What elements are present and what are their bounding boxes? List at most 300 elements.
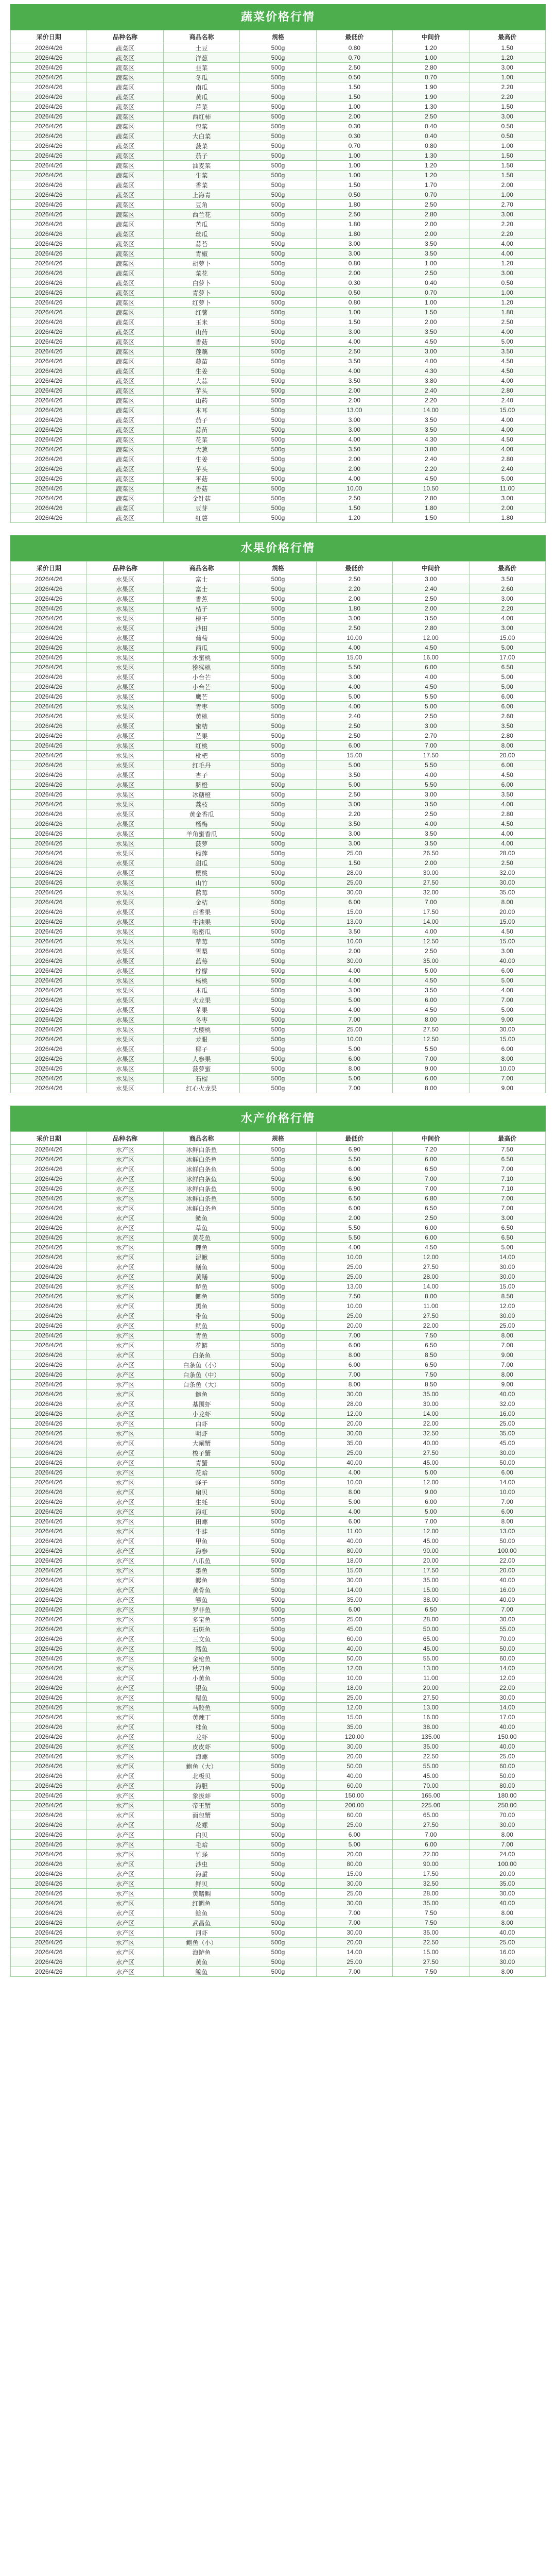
table-cell: 生姜 bbox=[163, 366, 239, 376]
table-cell: 6.00 bbox=[393, 1840, 469, 1850]
table-cell: 8.00 bbox=[469, 1967, 545, 1977]
table-row bbox=[11, 249, 546, 259]
table-cell: 500g bbox=[240, 927, 316, 937]
table-cell: 面包蟹 bbox=[163, 1810, 239, 1820]
table-cell: 猕猴桃 bbox=[163, 663, 239, 672]
table-cell: 14.00 bbox=[316, 1585, 392, 1595]
table-cell: 1.00 bbox=[393, 259, 469, 268]
table-cell: 70.00 bbox=[469, 1634, 545, 1644]
table-cell: 500g bbox=[240, 308, 316, 317]
table-cell: 冰鲜白条鱼 bbox=[163, 1194, 239, 1204]
table-cell: 500g bbox=[240, 1850, 316, 1859]
table-cell: 7.00 bbox=[469, 1341, 545, 1350]
table-cell: 2026/4/26 bbox=[11, 966, 87, 976]
table-cell: 6.00 bbox=[316, 1164, 392, 1174]
table-cell: 500g bbox=[240, 1771, 316, 1781]
table-cell: 500g bbox=[240, 210, 316, 219]
table-row bbox=[11, 1155, 546, 1164]
table-cell: 40.00 bbox=[316, 1458, 392, 1468]
table-cell: 大樱桃 bbox=[163, 1025, 239, 1035]
table-cell: 16.00 bbox=[469, 1947, 545, 1957]
table-cell: 500g bbox=[240, 1331, 316, 1341]
price-table bbox=[10, 1131, 546, 1977]
table-cell: 1.30 bbox=[393, 102, 469, 112]
table-cell: 150.00 bbox=[316, 1791, 392, 1801]
table-cell: 7.00 bbox=[469, 1497, 545, 1507]
table-cell: 黄辣丁 bbox=[163, 1713, 239, 1722]
table-cell: 2026/4/26 bbox=[11, 1204, 87, 1213]
table-cell: 2.60 bbox=[469, 584, 545, 594]
table-cell: 500g bbox=[240, 219, 316, 229]
table-cell: 500g bbox=[240, 1713, 316, 1722]
table-cell: 500g bbox=[240, 1360, 316, 1370]
table-cell: 35.00 bbox=[393, 1928, 469, 1938]
table-row bbox=[11, 653, 546, 663]
table-cell: 6.00 bbox=[393, 1223, 469, 1233]
table-cell: 500g bbox=[240, 464, 316, 474]
table-cell: 7.00 bbox=[469, 1194, 545, 1204]
table-cell: 15.00 bbox=[316, 1566, 392, 1575]
table-cell: 15.00 bbox=[393, 1947, 469, 1957]
table-cell: 葡萄 bbox=[163, 633, 239, 643]
table-row bbox=[11, 839, 546, 849]
table-cell: 水果区 bbox=[87, 966, 163, 976]
table-cell: 35.00 bbox=[469, 1429, 545, 1438]
table-cell: 蔬菜区 bbox=[87, 259, 163, 268]
table-cell: 小黄鱼 bbox=[163, 1673, 239, 1683]
table-cell: 10.00 bbox=[316, 1673, 392, 1683]
table-cell: 0.70 bbox=[316, 141, 392, 151]
table-cell: 500g bbox=[240, 1820, 316, 1830]
table-cell: 8.00 bbox=[469, 1370, 545, 1380]
table-row bbox=[11, 1683, 546, 1693]
table-cell: 1.00 bbox=[393, 53, 469, 63]
table-cell: 55.00 bbox=[393, 1654, 469, 1664]
table-cell: 2026/4/26 bbox=[11, 663, 87, 672]
table-cell: 2026/4/26 bbox=[11, 839, 87, 849]
column-header: 最低价 bbox=[316, 562, 392, 574]
table-cell: 2.50 bbox=[316, 731, 392, 741]
table-cell: 22.00 bbox=[393, 1419, 469, 1429]
table-cell: 1.00 bbox=[469, 141, 545, 151]
table-cell: 冰鲜白条鱼 bbox=[163, 1184, 239, 1194]
table-cell: 17.00 bbox=[469, 1713, 545, 1722]
table-cell: 2026/4/26 bbox=[11, 1184, 87, 1194]
table-row bbox=[11, 1850, 546, 1859]
table-cell: 蔬菜区 bbox=[87, 494, 163, 503]
table-cell: 2026/4/26 bbox=[11, 53, 87, 63]
table-cell: 5.00 bbox=[316, 780, 392, 790]
table-cell: 2026/4/26 bbox=[11, 327, 87, 337]
table-cell: 2026/4/26 bbox=[11, 594, 87, 604]
table-cell: 水产区 bbox=[87, 1370, 163, 1380]
table-cell: 5.00 bbox=[469, 474, 545, 484]
table-cell: 梭子蟹 bbox=[163, 1448, 239, 1458]
table-cell: 17.00 bbox=[469, 653, 545, 663]
table-cell: 田螺 bbox=[163, 1517, 239, 1527]
table-cell: 水产区 bbox=[87, 1810, 163, 1820]
table-cell: 6.00 bbox=[316, 1341, 392, 1350]
table-cell: 2026/4/26 bbox=[11, 1380, 87, 1389]
table-cell: 500g bbox=[240, 357, 316, 366]
table-cell: 500g bbox=[240, 1546, 316, 1556]
table-cell: 2026/4/26 bbox=[11, 445, 87, 454]
table-cell: 2.80 bbox=[393, 494, 469, 503]
table-cell: 水产区 bbox=[87, 1938, 163, 1947]
table-cell: 500g bbox=[240, 741, 316, 751]
table-cell: 水果区 bbox=[87, 1025, 163, 1035]
table-cell: 水产区 bbox=[87, 1429, 163, 1438]
table-cell: 10.00 bbox=[316, 1035, 392, 1044]
table-row bbox=[11, 692, 546, 702]
table-row bbox=[11, 682, 546, 692]
table-cell: 500g bbox=[240, 1341, 316, 1350]
table-cell: 2026/4/26 bbox=[11, 1859, 87, 1869]
table-cell: 22.00 bbox=[469, 1556, 545, 1566]
table-cell: 500g bbox=[240, 1722, 316, 1732]
table-cell: 红萝卜 bbox=[163, 298, 239, 308]
table-cell: 蔬菜区 bbox=[87, 503, 163, 513]
table-cell: 500g bbox=[240, 239, 316, 249]
table-cell: 6.00 bbox=[316, 1054, 392, 1064]
table-row bbox=[11, 1035, 546, 1044]
table-cell: 3.00 bbox=[393, 721, 469, 731]
table-cell: 500g bbox=[240, 122, 316, 131]
table-cell: 500g bbox=[240, 1810, 316, 1820]
table-row bbox=[11, 1781, 546, 1791]
table-cell: 黄鳍鲷 bbox=[163, 1889, 239, 1899]
table-cell: 人参果 bbox=[163, 1054, 239, 1064]
table-cell: 水产区 bbox=[87, 1908, 163, 1918]
table-cell: 水产区 bbox=[87, 1889, 163, 1899]
table-cell: 2.50 bbox=[316, 494, 392, 503]
table-cell: 2.80 bbox=[393, 63, 469, 73]
table-row bbox=[11, 1350, 546, 1360]
table-cell: 2026/4/26 bbox=[11, 1840, 87, 1850]
table-cell: 6.50 bbox=[393, 1164, 469, 1174]
table-cell: 1.00 bbox=[469, 288, 545, 298]
table-cell: 27.50 bbox=[393, 878, 469, 888]
table-cell: 水产区 bbox=[87, 1703, 163, 1713]
table-cell: 金桔 bbox=[163, 897, 239, 907]
table-cell: 蔬菜区 bbox=[87, 141, 163, 151]
table-cell: 水产区 bbox=[87, 1194, 163, 1204]
table-cell: 2026/4/26 bbox=[11, 731, 87, 741]
table-cell: 1.00 bbox=[316, 161, 392, 171]
table-cell: 蜜桔 bbox=[163, 721, 239, 731]
table-cell: 150.00 bbox=[469, 1732, 545, 1742]
table-cell: 蔬菜区 bbox=[87, 484, 163, 494]
table-cell: 2026/4/26 bbox=[11, 454, 87, 464]
table-cell: 2.00 bbox=[316, 396, 392, 405]
table-cell: 2026/4/26 bbox=[11, 229, 87, 239]
table-cell: 0.50 bbox=[316, 288, 392, 298]
table-cell: 2026/4/26 bbox=[11, 819, 87, 829]
table-cell: 6.80 bbox=[393, 1194, 469, 1204]
table-row bbox=[11, 584, 546, 594]
table-cell: 2026/4/26 bbox=[11, 1595, 87, 1605]
table-cell: 2026/4/26 bbox=[11, 151, 87, 161]
table-cell: 25.00 bbox=[316, 1448, 392, 1458]
section-title: 蔬菜价格行情 bbox=[10, 4, 546, 30]
table-cell: 500g bbox=[240, 347, 316, 357]
table-cell: 12.00 bbox=[393, 633, 469, 643]
table-cell: 6.90 bbox=[316, 1174, 392, 1184]
table-cell: 500g bbox=[240, 1957, 316, 1967]
table-cell: 5.50 bbox=[316, 1155, 392, 1164]
table-cell: 500g bbox=[240, 278, 316, 288]
table-cell: 10.50 bbox=[393, 484, 469, 494]
table-cell: 2026/4/26 bbox=[11, 780, 87, 790]
table-cell: 水产区 bbox=[87, 1419, 163, 1429]
table-cell: 2026/4/26 bbox=[11, 986, 87, 995]
table-cell: 豆芽 bbox=[163, 503, 239, 513]
table-cell: 500g bbox=[240, 594, 316, 604]
table-cell: 3.00 bbox=[469, 63, 545, 73]
table-cell: 3.50 bbox=[316, 445, 392, 454]
table-cell: 12.00 bbox=[393, 1478, 469, 1487]
table-cell: 鲍鱼（大） bbox=[163, 1761, 239, 1771]
table-cell: 500g bbox=[240, 1054, 316, 1064]
table-cell: 35.00 bbox=[316, 1438, 392, 1448]
table-cell: 金枪鱼 bbox=[163, 1654, 239, 1664]
table-cell: 2026/4/26 bbox=[11, 1145, 87, 1155]
table-cell: 2026/4/26 bbox=[11, 770, 87, 780]
table-cell: 500g bbox=[240, 298, 316, 308]
table-cell: 蔬菜区 bbox=[87, 445, 163, 454]
table-cell: 2.00 bbox=[393, 858, 469, 868]
table-cell: 蔬菜区 bbox=[87, 200, 163, 210]
table-cell: 6.00 bbox=[469, 966, 545, 976]
table-cell: 2026/4/26 bbox=[11, 1438, 87, 1448]
table-cell: 鲳鱼 bbox=[163, 1693, 239, 1703]
table-cell: 500g bbox=[240, 1801, 316, 1810]
table-cell: 洋葱 bbox=[163, 53, 239, 63]
table-cell: 红毛丹 bbox=[163, 760, 239, 770]
table-cell: 秋刀鱼 bbox=[163, 1664, 239, 1673]
table-cell: 2026/4/26 bbox=[11, 1752, 87, 1761]
table-cell: 35.00 bbox=[393, 1575, 469, 1585]
table-cell: 水果区 bbox=[87, 849, 163, 858]
table-cell: 6.50 bbox=[393, 1341, 469, 1350]
table-cell: 6.00 bbox=[393, 1074, 469, 1083]
table-row bbox=[11, 210, 546, 219]
table-cell: 蔬菜区 bbox=[87, 366, 163, 376]
table-row bbox=[11, 1438, 546, 1448]
table-cell: 0.50 bbox=[469, 122, 545, 131]
table-row bbox=[11, 888, 546, 897]
table-cell: 武昌鱼 bbox=[163, 1918, 239, 1928]
table-cell: 20.00 bbox=[393, 1683, 469, 1693]
table-cell: 500g bbox=[240, 1035, 316, 1044]
table-cell: 9.00 bbox=[393, 1487, 469, 1497]
table-cell: 鳕鱼 bbox=[163, 1644, 239, 1654]
table-row bbox=[11, 1478, 546, 1487]
table-cell: 2026/4/26 bbox=[11, 946, 87, 956]
table-cell: 6.50 bbox=[393, 1360, 469, 1370]
table-cell: 2026/4/26 bbox=[11, 1810, 87, 1820]
table-cell: 水果区 bbox=[87, 594, 163, 604]
table-cell: 500g bbox=[240, 1634, 316, 1644]
table-cell: 2.40 bbox=[393, 454, 469, 464]
table-cell: 2026/4/26 bbox=[11, 1507, 87, 1517]
table-cell: 水产区 bbox=[87, 1850, 163, 1859]
table-cell: 2.20 bbox=[469, 604, 545, 614]
table-cell: 500g bbox=[240, 809, 316, 819]
table-cell: 水产区 bbox=[87, 1233, 163, 1243]
table-cell: 20.00 bbox=[316, 1752, 392, 1761]
table-row bbox=[11, 672, 546, 682]
table-cell: 500g bbox=[240, 1840, 316, 1850]
table-cell: 5.00 bbox=[469, 672, 545, 682]
table-cell: 45.00 bbox=[393, 1458, 469, 1468]
table-cell: 4.00 bbox=[316, 682, 392, 692]
table-cell: 500g bbox=[240, 682, 316, 692]
table-cell: 4.00 bbox=[469, 986, 545, 995]
price-section bbox=[10, 1106, 546, 1977]
table-cell: 2.20 bbox=[469, 82, 545, 92]
table-cell: 香菜 bbox=[163, 180, 239, 190]
table-cell: 3.50 bbox=[393, 239, 469, 249]
table-cell: 7.00 bbox=[393, 1174, 469, 1184]
table-cell: 3.00 bbox=[469, 112, 545, 122]
table-row bbox=[11, 43, 546, 53]
table-cell: 苦瓜 bbox=[163, 219, 239, 229]
table-cell: 15.00 bbox=[393, 1585, 469, 1595]
table-cell: 2.50 bbox=[393, 711, 469, 721]
table-cell: 55.00 bbox=[469, 1624, 545, 1634]
table-cell: 50.00 bbox=[469, 1644, 545, 1654]
table-cell: 枇杷 bbox=[163, 751, 239, 760]
table-cell: 4.50 bbox=[393, 976, 469, 986]
table-cell: 1.00 bbox=[469, 73, 545, 82]
table-cell: 60.00 bbox=[316, 1781, 392, 1791]
table-cell: 2026/4/26 bbox=[11, 1035, 87, 1044]
table-header-row bbox=[11, 30, 546, 43]
table-cell: 2026/4/26 bbox=[11, 484, 87, 494]
table-cell: 蔬菜区 bbox=[87, 454, 163, 464]
table-cell: 水果区 bbox=[87, 829, 163, 839]
table-row bbox=[11, 1272, 546, 1282]
table-cell: 2026/4/26 bbox=[11, 672, 87, 682]
price-table bbox=[10, 561, 546, 1093]
table-cell: 4.00 bbox=[393, 927, 469, 937]
table-cell: 2.80 bbox=[469, 731, 545, 741]
table-cell: 2026/4/26 bbox=[11, 1223, 87, 1233]
table-cell: 500g bbox=[240, 1468, 316, 1478]
table-row bbox=[11, 604, 546, 614]
table-row bbox=[11, 1546, 546, 1556]
table-row bbox=[11, 1223, 546, 1233]
table-cell: 2026/4/26 bbox=[11, 1419, 87, 1429]
table-cell: 6.00 bbox=[393, 1233, 469, 1243]
table-cell: 帝王蟹 bbox=[163, 1801, 239, 1810]
table-cell: 3.00 bbox=[393, 347, 469, 357]
table-cell: 50.00 bbox=[469, 1771, 545, 1781]
table-cell: 7.00 bbox=[469, 1605, 545, 1615]
table-cell: 2026/4/26 bbox=[11, 1292, 87, 1301]
table-cell: 8.00 bbox=[469, 1331, 545, 1341]
table-cell: 1.20 bbox=[393, 43, 469, 53]
table-cell: 2026/4/26 bbox=[11, 1074, 87, 1083]
table-cell: 水果区 bbox=[87, 760, 163, 770]
table-cell: 2026/4/26 bbox=[11, 1350, 87, 1360]
table-cell: 2.00 bbox=[316, 464, 392, 474]
table-cell: 14.00 bbox=[469, 1703, 545, 1713]
table-cell: 2.50 bbox=[393, 809, 469, 819]
table-cell: 鲍鱼（小） bbox=[163, 1938, 239, 1947]
table-cell: 玉米 bbox=[163, 317, 239, 327]
table-cell: 水果区 bbox=[87, 976, 163, 986]
table-cell: 1.70 bbox=[393, 180, 469, 190]
table-cell: 500g bbox=[240, 229, 316, 239]
table-cell: 2026/4/26 bbox=[11, 102, 87, 112]
table-cell: 2026/4/26 bbox=[11, 927, 87, 937]
table-cell: 500g bbox=[240, 141, 316, 151]
table-row bbox=[11, 1957, 546, 1967]
table-cell: 2.00 bbox=[316, 386, 392, 396]
table-row bbox=[11, 1507, 546, 1517]
table-cell: 25.00 bbox=[316, 1025, 392, 1035]
table-cell: 八爪鱼 bbox=[163, 1556, 239, 1566]
table-cell: 水产区 bbox=[87, 1282, 163, 1292]
table-cell: 7.00 bbox=[393, 1054, 469, 1064]
table-cell: 14.00 bbox=[469, 1478, 545, 1487]
table-row bbox=[11, 1419, 546, 1429]
table-cell: 2.00 bbox=[393, 219, 469, 229]
table-cell: 9.00 bbox=[469, 1350, 545, 1360]
table-cell: 2026/4/26 bbox=[11, 386, 87, 396]
table-cell: 18.00 bbox=[316, 1556, 392, 1566]
table-cell: 水产区 bbox=[87, 1213, 163, 1223]
table-cell: 16.00 bbox=[469, 1585, 545, 1595]
table-cell: 16.00 bbox=[393, 653, 469, 663]
table-cell: 水产区 bbox=[87, 1409, 163, 1419]
table-cell: 6.00 bbox=[469, 702, 545, 711]
table-cell: 蔬菜区 bbox=[87, 249, 163, 259]
table-cell: 2.50 bbox=[469, 858, 545, 868]
table-cell: 桔子 bbox=[163, 604, 239, 614]
table-cell: 6.50 bbox=[469, 1223, 545, 1233]
table-cell: 水果区 bbox=[87, 1044, 163, 1054]
table-cell: 7.00 bbox=[393, 1184, 469, 1194]
table-cell: 小龙虾 bbox=[163, 1409, 239, 1419]
table-row bbox=[11, 1468, 546, 1478]
table-cell: 14.00 bbox=[393, 917, 469, 927]
table-cell: 2026/4/26 bbox=[11, 584, 87, 594]
table-cell: 5.00 bbox=[316, 692, 392, 702]
table-cell: 2.00 bbox=[393, 317, 469, 327]
table-row bbox=[11, 131, 546, 141]
table-cell: 水产区 bbox=[87, 1204, 163, 1213]
table-cell: 2026/4/26 bbox=[11, 653, 87, 663]
table-cell: 3.00 bbox=[316, 672, 392, 682]
table-cell: 水产区 bbox=[87, 1145, 163, 1155]
table-cell: 17.50 bbox=[393, 907, 469, 917]
table-cell: 菠菜 bbox=[163, 141, 239, 151]
table-cell: 草莓 bbox=[163, 937, 239, 946]
table-cell: 14.00 bbox=[316, 1947, 392, 1957]
table-cell: 3.00 bbox=[316, 829, 392, 839]
table-cell: 3.50 bbox=[316, 357, 392, 366]
table-row bbox=[11, 1928, 546, 1938]
column-header: 最高价 bbox=[469, 562, 545, 574]
table-row bbox=[11, 614, 546, 623]
table-cell: 2026/4/26 bbox=[11, 171, 87, 180]
table-cell: 9.00 bbox=[469, 1015, 545, 1025]
table-cell: 10.00 bbox=[316, 633, 392, 643]
table-cell: 大蒜 bbox=[163, 376, 239, 386]
